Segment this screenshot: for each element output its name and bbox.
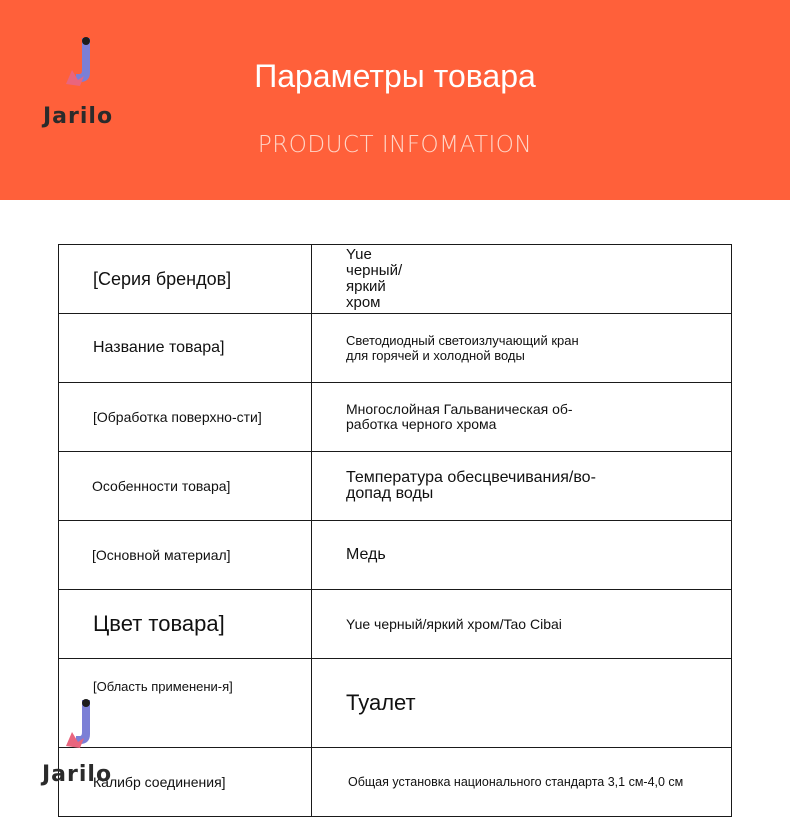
spec-label: Цвет товара]: [59, 590, 312, 659]
watermark-logo: [40, 698, 130, 798]
spec-value: Yue черный/яркий хром/Tao Cibai: [312, 590, 732, 659]
brand-mark-icon: [64, 698, 96, 750]
spec-value: Многослойная Гальваническая об-работка черного хрома: [312, 383, 732, 452]
header-banner: [0, 0, 790, 200]
spec-value: Светодиодный светоизлучающий кран для горячей и холодной воды: [312, 314, 732, 383]
table-row: [59, 452, 732, 521]
spec-label: Особенности товара]: [59, 452, 312, 521]
table-row: [59, 314, 732, 383]
spec-label: [Область применени-я]: [59, 659, 312, 748]
brand-wordmark: Jarilo: [42, 762, 113, 787]
spec-label: [Основной материал]: [59, 521, 312, 590]
brand-wordmark: Jarilo: [43, 104, 114, 129]
spec-table: [58, 244, 732, 817]
spec-label: [Серия брендов]: [59, 245, 312, 314]
spec-label: Название товара]: [59, 314, 312, 383]
table-row: [59, 521, 732, 590]
table-row: [59, 590, 732, 659]
spec-value: Yue черный/яркий хром: [312, 245, 732, 314]
page-subtitle: PRODUCT INFOMATION: [257, 132, 533, 158]
spec-label: [Обработка поверхно-сти]: [59, 383, 312, 452]
spec-label: Калибр соединения]: [59, 748, 312, 817]
page-title: Параметры товара: [254, 58, 536, 94]
table-row: [59, 748, 732, 817]
spec-value: Медь: [312, 521, 732, 590]
table-row: [59, 383, 732, 452]
spec-value: Общая установка национального стандарта 3,1 см-4,0 см: [312, 748, 732, 817]
table-row: [59, 245, 732, 314]
spec-value: Туалет: [312, 659, 732, 748]
table-row: [59, 659, 732, 748]
spec-value: Температура обесцвечивания/во-допад воды: [312, 452, 732, 521]
